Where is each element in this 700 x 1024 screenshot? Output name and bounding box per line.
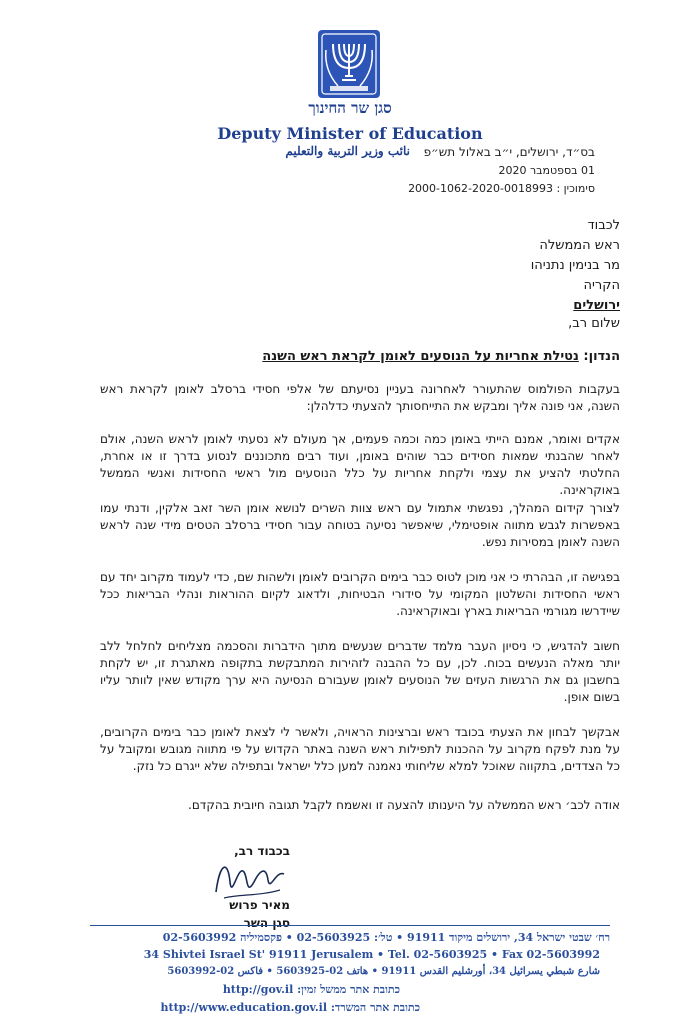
footer-address-hebrew: רח׳ שבטי ישראל 34, ירושלים מיקוד 91911 • טל׳: 02-5603925 • פקסמיליה 02-5603992 [162,931,610,944]
reference [95,182,595,195]
footer-office-link[interactable]: http://www.education.gov.il [160,1001,328,1014]
date-gregorian: 01 בספטמבר 2020 [498,164,595,177]
office-title-english: Deputy Minister of Education [217,124,483,143]
footer-divider [90,925,610,926]
body-paragraph: חשוב להדגיש, כי ניסיון העבר מלמד שדברים שנעשים מתוך הידברות והסכמה מצליחים לחלחל ללב יותר מאלה הנעשים בכוח. לכן, עם כל ההבנה לזהירות המתבקשת בתקופה מאתגרת זו, יש לקחת בחשבון גם את הרגשות העזים של הנוסעים לאומן שעבורם הנסיעה היא ערך מקודש שאין לוותר עליו בשום אופן. [100,639,620,704]
signature-closing: בכבוד רב, [234,844,290,858]
body-paragraph: אבקשך לבחון את הצעתי בכובד ראש וברצינות הראויה, ולאשר לי לצאת לאומן כבר בימים הקרובים, על מנת לפקח מקרוב על ההכנות לתפילות ראש השנה באתר הקדוש על פי מתווה מגובש ומקובל על כל הצדדים, בתקווה שאוכל למלא שליחותי נאמנה למען כלל ישראל ובתפילה שלא ייגרם כל נזק. [100,725,620,773]
body-paragraph: בפגישה זו, הבהרתי כי אני מוכן לטוס כבר בימים הקרובים לאומן ולשהות שם, כדי לעמוד מקרוב יחד עם ראשי החסידות והשלטון המקומי על סידורי הבטיחות, ולדאוג לקיום ההוראות ונהלי הבריאות ככל שיידרשו מגורמי הבריאות בארץ ובאוקראינה. [100,570,620,618]
date-hebrew: בס״ד, ירושלים, י״ב באלול תש״פ [423,145,595,159]
recipient-line: לכבוד [587,218,620,233]
reference-number: 2000-1062-2020-0018993 [408,182,553,195]
greeting: שלום רב, [568,316,620,331]
signature-name: מאיר פרוש [229,898,290,912]
footer-gov-link[interactable]: http://gov.il [222,983,294,996]
reference-label: סימוכין : [556,182,595,195]
recipient-line: הקריה [583,278,620,293]
office-title-hebrew: סגן שר החינוך [308,99,392,117]
subject-text: נטילת אחריות על הנוסעים לאומן לקראת ראש השנה [262,349,579,364]
footer-office-site [160,1001,420,1014]
signature-title: סגן השר [243,916,290,930]
signature-block [200,842,290,932]
recipient-block [360,216,620,316]
state-emblem-icon [318,30,380,98]
footer-office-label: כתובת אתר המשרד: [330,1001,420,1014]
office-title-arabic: نائب وزير التربية والتعليم [285,144,410,158]
footer-gov-site [222,983,400,996]
body-paragraph: לצורך קידום המהלך, נפגשתי אתמול עם ראש צוות השרים לנושא אומן השר זאב אלקין, ודנתי עמו באפשרות לגבש מתווה אופטימלי, שיאפשר נסיעה בטוחה עבור חסידי ברסלב הטסים מידי שנה לראש השנה לאומן במסירות נפש. [100,501,620,549]
subject-label: הנדון: [583,349,620,364]
subject-line [100,349,620,364]
footer-address-english: 34 Shivtei Israel St' 91911 Jerusalem • Tel. 02-5603925 • Fax 02-5603992 [143,948,600,961]
recipient-city: ירושלים [573,298,620,313]
body-paragraph: אקדים ואומר, אמנם הייתי באומן כמה וכמה פעמים, אך מעולם לא נסעתי לאומן לראש השנה, אולם לאחר שהבנתי שמאות חסידים כבר שוהים באומן, ועוד רבים מתכוננים לנסוע בדרך זו או אחרת, החלטתי להציע את עצמי ולקחת אחריות על כלל הנוסעים מול ראשי החסידות ואנשי הממשל באוקראינה. [100,432,620,497]
body-paragraph: בעקבות הפולמוס שהתעורר לאחרונה בעניין נסיעתם של אלפי חסידי ברסלב לאומן לקראת ראש השנה, אני פונה אליך ומבקש את התייחסותך להצעתי כדלהלן: [100,382,620,413]
footer-gov-label: כתובת אתר ממשל זמין: [297,983,400,996]
body-paragraph: אודה לכב׳ ראש הממשלה על היענותו להצעה זו ואשמח לקבל תגובה חיובית בהקדם. [188,798,620,812]
footer-address-arabic: شارع شبطي يسرائيل 34، أورشليم القدس 91911 • هاتف 02-5603925 • فاكس 02-5603992 [167,966,600,977]
recipient-line: מר בנימין נתניהו [530,258,620,273]
recipient-line: ראש הממשלה [539,238,620,253]
